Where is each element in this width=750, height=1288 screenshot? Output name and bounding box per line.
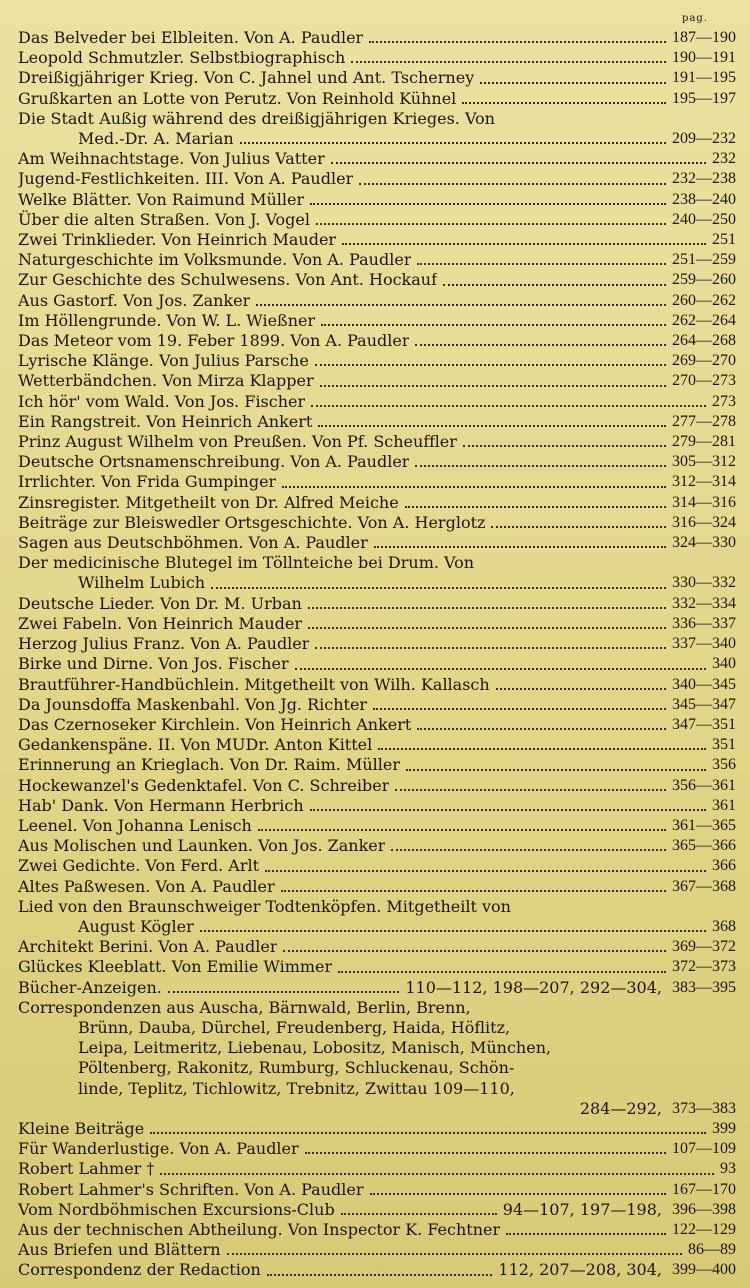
dot-leader — [480, 82, 666, 84]
entry-title: Zwei Gedichte. Von Ferd. Arlt — [18, 856, 260, 876]
entry-title: Lyrische Klänge. Von Julius Parsche — [18, 351, 309, 371]
toc-entry — [18, 735, 736, 755]
entry-title: Der medicinische Blutegel im Töllnteiche bei Drum. Von — [18, 553, 475, 573]
entry-title: Naturgeschichte im Volksmunde. Von A. Paudler — [18, 250, 412, 270]
dot-leader — [227, 1253, 682, 1255]
entry-title-continued: Med.-Dr. A. Marian — [78, 129, 234, 149]
dot-leader — [359, 183, 666, 185]
entry-pages: 399—400 — [672, 1261, 736, 1279]
toc-entry — [18, 816, 736, 836]
entry-pages: 361 — [712, 796, 736, 814]
dot-leader — [491, 526, 666, 528]
toc-entry — [18, 634, 736, 654]
toc-entry — [18, 594, 736, 614]
entry-pages: 238—240 — [672, 190, 736, 208]
toc-entry — [18, 109, 736, 149]
entry-title: Welke Blätter. Von Raimund Müller — [18, 189, 305, 209]
entry-pages: 330—332 — [672, 574, 736, 592]
entry-page-list: 112, 207—208, 304, — [498, 1260, 662, 1280]
dot-leader — [369, 41, 666, 43]
entry-title: Kleine Beiträge — [18, 1118, 145, 1138]
dot-leader — [496, 688, 666, 690]
dot-leader — [310, 809, 706, 811]
entry-title: Herzog Julius Franz. Von A. Paudler — [18, 634, 310, 654]
dot-leader — [308, 607, 666, 609]
dot-leader — [256, 304, 666, 306]
toc-entry — [18, 472, 736, 492]
entry-title: Deutsche Lieder. Von Dr. M. Urban — [18, 593, 302, 613]
dot-leader — [318, 425, 666, 427]
entry-pages: 337—340 — [672, 635, 736, 653]
dot-leader — [211, 587, 666, 589]
entry-pages: 368 — [712, 917, 736, 935]
dot-leader — [265, 870, 706, 872]
entry-pages: 122—129 — [672, 1220, 736, 1238]
toc-entry — [18, 371, 736, 391]
entry-title: Am Weihnachtstage. Von Julius Vatter — [18, 149, 325, 169]
entry-pages: 351 — [712, 736, 736, 754]
entry-title: Zwei Trinklieder. Von Heinrich Mauder — [18, 230, 337, 250]
dot-leader — [320, 385, 666, 387]
entry-title: Sagen aus Deutschböhmen. Von A. Paudler — [18, 533, 368, 553]
entry-title: Jugend-Festlichkeiten. III. Von A. Paudler — [18, 169, 354, 189]
dot-leader — [168, 991, 400, 993]
entry-pages: 264—268 — [672, 332, 736, 350]
dot-leader — [342, 243, 706, 245]
toc-entry — [18, 169, 736, 189]
toc-entry — [18, 311, 736, 331]
entry-pages: 314—316 — [672, 493, 736, 511]
toc-entry — [18, 351, 736, 371]
entry-pages: 273 — [712, 392, 736, 410]
dot-leader — [321, 324, 666, 326]
entry-pages: 270—273 — [672, 372, 736, 390]
entry-pages: 262—264 — [672, 311, 736, 329]
entry-title: Architekt Berini. Von A. Paudler — [18, 937, 278, 957]
toc-entry — [18, 533, 736, 553]
toc-entry — [18, 1139, 736, 1159]
table-of-contents — [18, 28, 736, 1281]
entry-pages: 383—395 — [672, 978, 736, 996]
entry-page-list: 94—107, 197—198, — [502, 1199, 662, 1219]
dot-leader — [310, 203, 666, 205]
entry-pages: 356 — [712, 756, 736, 774]
toc-entry — [18, 675, 736, 695]
dot-leader — [506, 1233, 666, 1235]
toc-entry — [18, 452, 736, 472]
entry-title: Robert Lahmer † — [18, 1159, 155, 1179]
entry-title: Vom Nordböhmischen Excursions-Club — [18, 1199, 335, 1219]
entry-title: Aus Gastorf. Von Jos. Zanker — [18, 290, 251, 310]
entry-pages: 399 — [712, 1119, 736, 1137]
toc-entry — [18, 230, 736, 250]
toc-entry — [18, 755, 736, 775]
toc-entry — [18, 331, 736, 351]
entry-title: Robert Lahmer's Schriften. Von A. Paudler — [18, 1179, 364, 1199]
entry-pages: 187—190 — [672, 29, 736, 46]
toc-entry — [18, 1119, 736, 1139]
entry-title: Lied von den Braunschweiger Todtenköpfen. Mitgetheilt von — [18, 896, 511, 916]
entry-page-list: 110—112, 198—207, 292—304, — [405, 977, 662, 997]
dot-leader — [283, 950, 666, 952]
entry-pages: 340—345 — [672, 675, 736, 693]
entry-title: Für Wanderlustige. Von A. Paudler — [18, 1139, 299, 1159]
dot-leader — [282, 486, 666, 488]
toc-entry — [18, 493, 736, 513]
toc-entry — [18, 392, 736, 412]
dot-leader — [351, 61, 666, 63]
entry-pages: 372—373 — [672, 958, 736, 976]
toc-entry — [18, 28, 736, 48]
entry-title: Das Meteor vom 19. Feber 1899. Von A. Paudler — [18, 331, 410, 351]
entry-title: Bücher-Anzeigen. — [18, 977, 162, 997]
entry-title: Aus der technischen Abtheilung. Von Inspector K. Fechtner — [18, 1219, 501, 1239]
entry-pages: 305—312 — [672, 453, 736, 471]
toc-entry — [18, 877, 736, 897]
dot-leader — [391, 849, 666, 851]
toc-entry — [18, 695, 736, 715]
toc-entry — [18, 270, 736, 290]
dot-leader — [341, 1213, 497, 1215]
pag-header: pag. — [682, 13, 708, 24]
toc-entry — [18, 149, 736, 169]
dot-leader — [315, 364, 666, 366]
entry-pages: 195—197 — [672, 89, 736, 107]
toc-entry — [18, 897, 736, 937]
entry-title-continued: August Kögler — [78, 916, 194, 936]
entry-title: Glückes Kleeblatt. Von Emilie Wimmer — [18, 957, 333, 977]
dot-leader — [338, 971, 666, 973]
toc-entry — [18, 553, 736, 593]
dot-leader — [150, 1132, 706, 1134]
dot-leader — [308, 627, 666, 629]
entry-pages: 209—232 — [672, 130, 736, 148]
toc-entry — [18, 48, 736, 68]
entry-pages: 356—361 — [672, 776, 736, 794]
dot-leader — [295, 668, 706, 670]
entry-pages: 240—250 — [672, 210, 736, 228]
dot-leader — [311, 405, 706, 407]
dot-leader — [378, 748, 706, 750]
entry-pages: 340 — [712, 655, 736, 673]
entry-pages: 251—259 — [672, 251, 736, 269]
dot-leader — [406, 769, 706, 771]
entry-title: Erinnerung an Krieglach. Von Dr. Raim. Müller — [18, 755, 401, 775]
dot-leader — [281, 890, 666, 892]
toc-entry — [18, 1200, 736, 1220]
toc-entry — [18, 432, 736, 452]
entry-title: Hab' Dank. Von Hermann Herbrich — [18, 795, 304, 815]
entry-title: Altes Paßwesen. Von A. Paudler — [18, 876, 275, 896]
dot-leader — [160, 1173, 714, 1175]
toc-entry — [18, 1260, 736, 1280]
dot-leader — [417, 728, 666, 730]
entry-title: Leopold Schmutzler. Selbstbiographisch — [18, 48, 346, 68]
dot-leader — [258, 829, 666, 831]
dot-leader — [240, 142, 666, 144]
entry-pages: 336—337 — [672, 614, 736, 632]
entry-pages: 107—109 — [672, 1140, 736, 1158]
toc-entry — [18, 614, 736, 634]
entry-title: Leenel. Von Johanna Lenisch — [18, 815, 252, 835]
entry-pages: 191—195 — [672, 69, 736, 87]
entry-title: Birke und Dirne. Von Jos. Fischer — [18, 654, 289, 674]
entry-pages: 396—398 — [672, 1200, 736, 1218]
dot-leader — [395, 789, 666, 791]
entry-pages: 232 — [712, 150, 736, 168]
entry-title: Zur Geschichte des Schulwesens. Von Ant. Hockauf — [18, 270, 438, 290]
entry-pages: 279—281 — [672, 433, 736, 451]
entry-title: Die Stadt Außig während des dreißigjährigen Krieges. Von — [18, 108, 495, 128]
entry-pages: 86—89 — [688, 1241, 736, 1259]
entry-title-continued: Wilhelm Lubich — [78, 573, 206, 593]
dot-leader — [373, 708, 666, 710]
entry-page-list: 284—292, — [579, 1098, 662, 1118]
toc-entry — [18, 250, 736, 270]
entry-title: Dreißigjähriger Krieg. Von C. Jahnel und Ant. Tscherney — [18, 68, 475, 88]
entry-title-line: Pöltenberg, Rakonitz, Rumburg, Schluckenau, Schön- — [78, 1058, 515, 1078]
toc-entry — [18, 796, 736, 816]
toc-entry — [18, 1180, 736, 1200]
entry-title: Ein Rangstreit. Von Heinrich Ankert — [18, 411, 313, 431]
entry-pages: 347—351 — [672, 715, 736, 733]
toc-entry — [18, 957, 736, 977]
toc-entry-correspondenzen — [18, 998, 736, 1119]
entry-title: Das Belveder bei Elbleiten. Von A. Paudler — [18, 28, 364, 47]
entry-pages: 332—334 — [672, 594, 736, 612]
entry-title: Zinsregister. Mitgetheilt von Dr. Alfred Meiche — [18, 492, 399, 512]
entry-title: Zwei Fabeln. Von Heinrich Mauder — [18, 613, 302, 633]
dot-leader — [443, 284, 666, 286]
entry-title: Gedankenspäne. II. Von MUDr. Anton Kittel — [18, 735, 373, 755]
entry-title: Wetterbändchen. Von Mirza Klapper — [18, 371, 314, 391]
entry-pages: 369—372 — [672, 938, 736, 956]
entry-title: Prinz August Wilhelm von Preußen. Von Pf. Scheuffler — [18, 432, 457, 452]
dot-leader — [305, 1152, 666, 1154]
toc-entry — [18, 291, 736, 311]
entry-title-line: Leipa, Leitmeritz, Liebenau, Lobositz, Manisch, München, — [78, 1038, 552, 1058]
entry-title: Im Höllengrunde. Von W. L. Wießner — [18, 310, 316, 330]
entry-pages: 316—324 — [672, 513, 736, 531]
toc-entry — [18, 190, 736, 210]
entry-title-line: linde, Teplitz, Tichlowitz, Trebnitz, Zwittau 109—110, — [78, 1078, 515, 1098]
toc-entry — [18, 776, 736, 796]
toc-entry — [18, 715, 736, 735]
dot-leader — [315, 647, 666, 649]
dot-leader — [374, 546, 666, 548]
toc-entry — [18, 836, 736, 856]
entry-title: Aus Molischen und Launken. Von Jos. Zanker — [18, 836, 386, 856]
entry-pages: 260—262 — [672, 291, 736, 309]
dot-leader — [370, 1193, 667, 1195]
entry-pages: 361—365 — [672, 816, 736, 834]
toc-entry — [18, 210, 736, 230]
entry-title: Grußkarten an Lotte von Perutz. Von Reinhold Kühnel — [18, 88, 457, 108]
toc-entry — [18, 654, 736, 674]
entry-pages: 259—260 — [672, 271, 736, 289]
entry-title: Deutsche Ortsnamenschreibung. Von A. Paudler — [18, 452, 410, 472]
toc-entry — [18, 412, 736, 432]
entry-pages: 367—368 — [672, 877, 736, 895]
entry-title: Aus Briefen und Blättern — [18, 1240, 221, 1260]
entry-title: Das Czernoseker Kirchlein. Von Heinrich Ankert — [18, 714, 412, 734]
entry-title: Beiträge zur Bleiswedler Ortsgeschichte. Von A. Herglotz — [18, 512, 486, 532]
entry-title: Über die alten Straßen. Von J. Vogel — [18, 209, 310, 229]
toc-entry — [18, 978, 736, 998]
entry-pages: 345—347 — [672, 695, 736, 713]
entry-title: Hockewanzel's Gedenktafel. Von C. Schreiber — [18, 775, 390, 795]
toc-entry — [18, 937, 736, 957]
dot-leader — [316, 223, 666, 225]
toc-entry — [18, 89, 736, 109]
dot-leader — [267, 1274, 493, 1276]
dot-leader — [462, 102, 666, 104]
entry-pages: 269—270 — [672, 352, 736, 370]
entry-title: Correspondenz der Redaction — [18, 1260, 261, 1280]
entry-pages: 366 — [712, 857, 736, 875]
entry-pages: 167—170 — [672, 1180, 736, 1198]
entry-pages: 190—191 — [672, 49, 736, 67]
toc-entry — [18, 68, 736, 88]
entry-pages: 251 — [712, 231, 736, 249]
toc-entry — [18, 1240, 736, 1260]
toc-entry — [18, 513, 736, 533]
dot-leader — [331, 162, 706, 164]
entry-title-line: Brünn, Dauba, Dürchel, Freudenberg, Haida, Höflitz, — [78, 1017, 511, 1037]
entry-title: Irrlichter. Von Frida Gumpinger — [18, 472, 277, 492]
entry-title: Da Jounsdoffa Maskenbahl. Von Jg. Richter — [18, 694, 368, 714]
dot-leader — [405, 506, 666, 508]
entry-pages: 277—278 — [672, 412, 736, 430]
dot-leader — [463, 445, 666, 447]
entry-pages: 232—238 — [672, 170, 736, 188]
dot-leader — [200, 930, 706, 932]
toc-entry — [18, 1220, 736, 1240]
entry-pages: 324—330 — [672, 534, 736, 552]
entry-title: Ich hör' vom Wald. Von Jos. Fischer — [18, 391, 306, 411]
toc-entry — [18, 856, 736, 876]
dot-leader — [415, 465, 666, 467]
entry-pages: 93 — [720, 1160, 736, 1178]
dot-leader — [417, 263, 666, 265]
entry-pages: 373—383 — [672, 1099, 736, 1117]
entry-title-line: Correspondenzen aus Auscha, Bärnwald, Berlin, Brenn, — [18, 997, 471, 1017]
toc-entry — [18, 1159, 736, 1179]
entry-pages: 365—366 — [672, 837, 736, 855]
entry-title: Brautführer-Handbüchlein. Mitgetheilt von Wilh. Kallasch — [18, 674, 490, 694]
dot-leader — [415, 344, 666, 346]
entry-pages: 312—314 — [672, 473, 736, 491]
